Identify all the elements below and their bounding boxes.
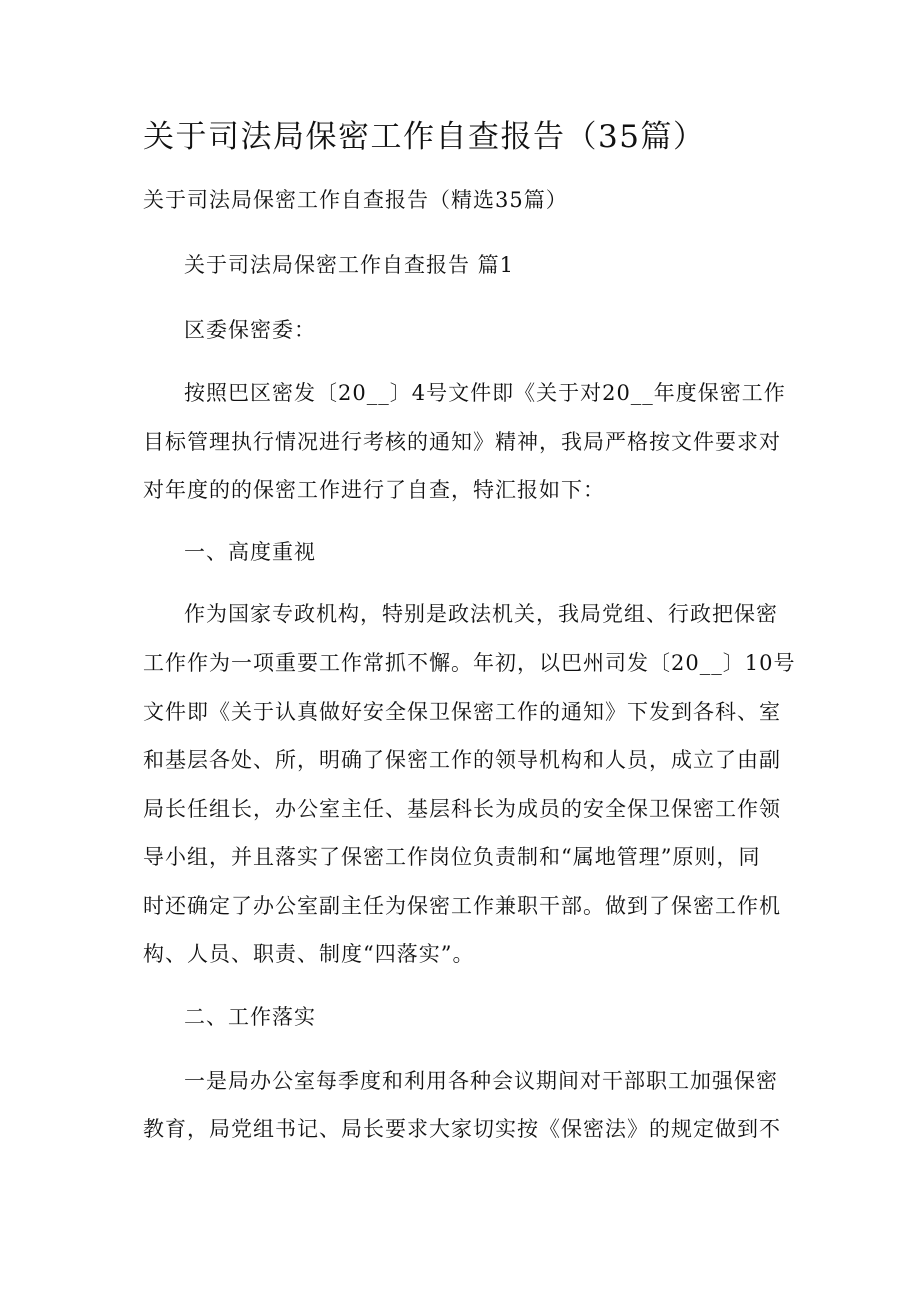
paragraph-3-line: 教育，局党组书记、局长要求大家切实按《保密法》的规定做到不 (143, 1117, 781, 1141)
paragraph-2-line: 局长任组长，办公室主任、基层科长为成员的安全保卫保密工作领 (143, 797, 781, 821)
paragraph-2-line: 工作作为一项重要工作常抓不懈。年初，以巴州司发〔20__〕10号 (143, 651, 796, 675)
paragraph-1-line: 对年度的的保密工作进行了自查，特汇报如下： (143, 478, 605, 502)
paragraph-1-line: 目标管理执行情况进行考核的通知》精神，我局严格按文件要求对 (143, 430, 781, 454)
section-heading: 关于司法局保密工作自查报告 篇1 (184, 253, 515, 277)
paragraph-2-line: 时还确定了办公室副主任为保密工作兼职干部。做到了保密工作机 (143, 894, 781, 918)
document-title: 关于司法局保密工作自查报告（35篇） (143, 119, 706, 155)
paragraph-1-line: 按照巴区密发〔20__〕4号文件即《关于对20__年度保密工作 (184, 381, 786, 405)
paragraph-3-line: 一是局办公室每季度和利用各种会议期间对干部职工加强保密 (184, 1069, 778, 1093)
document-subtitle: 关于司法局保密工作自查报告（精选35篇） (143, 188, 568, 212)
salutation: 区委保密委： (184, 318, 316, 342)
paragraph-2-line: 导小组，并且落实了保密工作岗位负责制和“属地管理”原则，同 (143, 845, 761, 869)
paragraph-2-line: 文件即《关于认真做好安全保卫保密工作的通知》下发到各科、室 (143, 700, 781, 724)
paragraph-2-line: 和基层各处、所，明确了保密工作的领导机构和人员，成立了由副 (143, 748, 781, 772)
heading-1: 一、高度重视 (184, 540, 316, 564)
paragraph-2-line: 构、人员、职责、制度“四落实”。 (143, 942, 475, 966)
heading-2: 二、工作落实 (184, 1005, 316, 1029)
paragraph-2-line: 作为国家专政机构，特别是政法机关，我局党组、行政把保密 (184, 602, 778, 626)
